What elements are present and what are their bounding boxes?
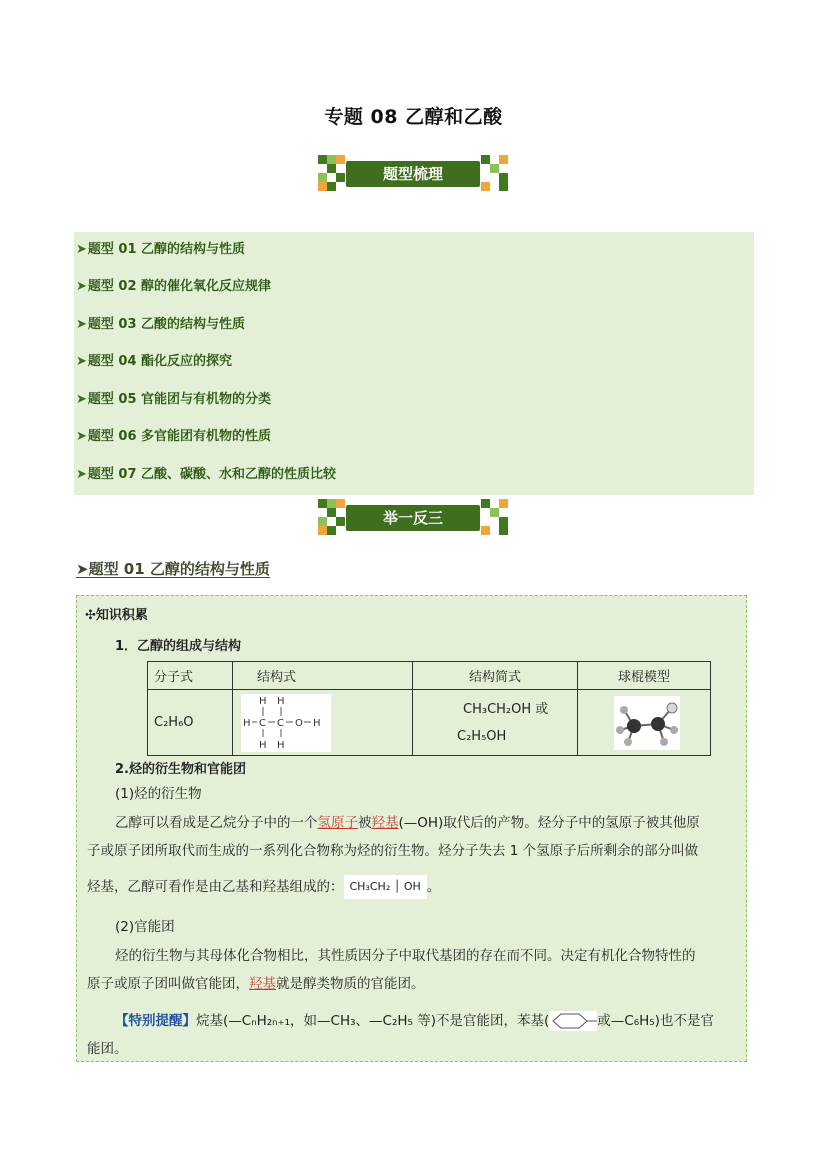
toc-item-06[interactable]: ➤题型 06 多官能团有机物的性质 bbox=[76, 429, 272, 444]
banner-practice bbox=[318, 499, 508, 537]
table-header: 结构式 bbox=[233, 662, 413, 690]
ball-and-stick-model-image bbox=[614, 696, 680, 750]
subheading-derivatives: 2.烃的衍生物和官能团 bbox=[115, 762, 246, 777]
arrow-icon: ➤ bbox=[76, 317, 87, 332]
svg-text:H: H bbox=[259, 739, 267, 751]
svg-text:C: C bbox=[277, 717, 284, 729]
arrow-icon: ➤ bbox=[76, 242, 87, 257]
table-header: 分子式 bbox=[148, 662, 233, 690]
sparkle-icon: ✣ bbox=[85, 608, 96, 623]
benzene-ring-icon bbox=[549, 1011, 597, 1031]
topic-list bbox=[74, 232, 754, 495]
knowledge-heading: ✣知识积累 bbox=[85, 608, 148, 623]
table-cell-ball-stick-model bbox=[578, 690, 711, 756]
highlight-hydrogen: 氢原子 bbox=[317, 815, 358, 831]
arrow-icon: ➤ bbox=[76, 392, 87, 407]
page-title: 专题 08 乙醇和乙酸 bbox=[324, 106, 503, 128]
arrow-icon: ➤ bbox=[76, 279, 87, 294]
svg-text:H: H bbox=[313, 717, 321, 729]
toc-item-05[interactable]: ➤题型 05 官能团与有机物的分类 bbox=[76, 392, 272, 407]
svg-text:H: H bbox=[243, 717, 251, 729]
banner-label: 举一反三 bbox=[382, 509, 443, 527]
structure-table bbox=[147, 661, 711, 756]
toc-item-02[interactable]: ➤题型 02 醇的催化氧化反应规律 bbox=[76, 279, 272, 294]
arrow-icon: ➤ bbox=[76, 429, 87, 444]
para-derivative-body: 乙醇可以看成是乙烷分子中的一个氢原子被羟基(—OH)取代后的产物。烃分子中的氢原子被其他原 bbox=[115, 815, 700, 831]
knowledge-box bbox=[76, 595, 747, 1062]
toc-item-01[interactable]: ➤题型 01 乙醇的结构与性质 bbox=[76, 242, 246, 257]
para-hydrocarbyl: 烃基，乙醇可看作是由乙基和羟基组成的： CH₃CH₂ │ OH 。 bbox=[87, 873, 739, 901]
para-functional-group-cont: 原子或原子团叫做官能团，羟基就是醇类物质的官能团。 bbox=[87, 976, 425, 992]
arrow-icon: ➤ bbox=[76, 354, 87, 369]
subheading-composition: 1．乙醇的组成与结构 bbox=[115, 639, 242, 654]
highlight-hydroxyl: 羟基 bbox=[371, 815, 399, 831]
svg-text:H: H bbox=[277, 739, 285, 751]
para-derivative-cont: 子或原子团所取代而生成的一系列化合物称为烃的衍生物。烃分子失去 1 个氢原子后所剩余的部分叫做 bbox=[87, 843, 699, 859]
toc-item-03[interactable]: ➤题型 03 乙酸的结构与性质 bbox=[76, 317, 246, 332]
section-heading: ➤题型 01 乙醇的结构与性质 bbox=[76, 560, 270, 578]
banner-label: 题型梳理 bbox=[382, 165, 443, 183]
svg-text:C: C bbox=[259, 717, 266, 729]
structural-formula-image bbox=[241, 694, 331, 752]
arrow-icon: ➤ bbox=[76, 560, 89, 578]
toc-item-04[interactable]: ➤题型 04 酯化反应的探究 bbox=[76, 354, 233, 369]
toc-item-07[interactable]: ➤题型 07 乙酸、碳酸、水和乙醇的性质比较 bbox=[76, 467, 337, 482]
table-cell-structural-formula bbox=[233, 690, 413, 756]
banner-topic-overview bbox=[318, 155, 508, 193]
table-cell-formula: C₂H₆O bbox=[148, 690, 233, 756]
para-special-tip: 【特别提醒】烷基(—CₙH₂ₙ₊₁，如—CH₃、—C₂H₅ 等)不是官能团，苯基( 或—C₆H₅)也不是官 bbox=[115, 1013, 714, 1029]
para-functional-group-title: (2)官能团 bbox=[115, 919, 175, 935]
para-functional-group-body: 烃的衍生物与其母体化合物相比，其性质因分子中取代基团的存在而不同。决定有机化合物特性的 bbox=[115, 948, 696, 964]
table-cell-simple-formula: CH₃CH₂OH 或 C₂H₅OH bbox=[413, 690, 578, 756]
arrow-icon: ➤ bbox=[76, 467, 87, 482]
svg-text:H: H bbox=[259, 695, 267, 707]
table-header: 结构简式 bbox=[413, 662, 578, 690]
tip-label: 【特别提醒】 bbox=[115, 1013, 196, 1029]
table-header: 球棍模型 bbox=[578, 662, 711, 690]
ethyl-hydroxyl-formula-image: CH₃CH₂ │ OH bbox=[344, 875, 427, 899]
svg-text:H: H bbox=[277, 695, 285, 707]
para-special-tip-cont: 能团。 bbox=[87, 1041, 128, 1057]
highlight-hydroxyl: 羟基 bbox=[249, 976, 276, 992]
svg-text:O: O bbox=[295, 717, 303, 729]
para-derivative-title: (1)烃的衍生物 bbox=[115, 786, 202, 802]
